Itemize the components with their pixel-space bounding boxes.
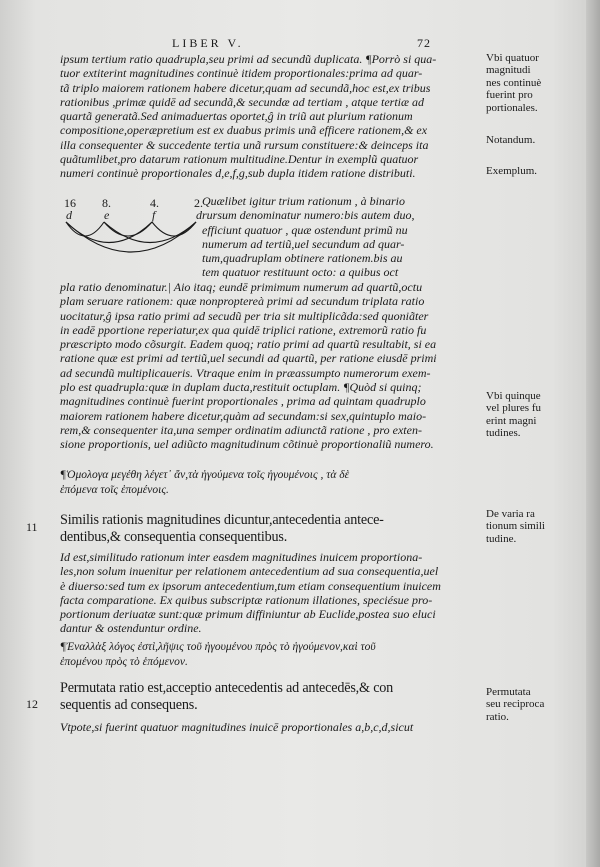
text-line: rem,& consequenter ita,una semper ordinatim adiunctã ratione , pro exten- <box>60 422 422 437</box>
margin-line: portionales. <box>486 101 538 114</box>
margin-line: Vbi quinque <box>486 390 541 402</box>
margin-line: tionum simili <box>486 520 545 533</box>
margin-line: nes continuè <box>486 76 542 89</box>
arc-f-g <box>152 222 196 236</box>
margin-line: magnitudi <box>486 64 531 77</box>
proposition-line: sequentis ad consequens. <box>60 697 198 713</box>
diagram-number: 4. <box>150 196 159 210</box>
margin-line: Vbi quatuor <box>486 52 539 64</box>
greek-line: ¶Ἐναλλὰξ λόγος ἐστὶ,λῆψις τοῦ ἡγουμένου πρὸς τὸ ἡγούμενον,καὶ τοῦ <box>60 641 376 653</box>
text-line: plo est quadrupla:quæ in duplam ducta,restituit octuplam. ¶Quòd si quinq; <box>60 380 422 395</box>
text-line: quartã generatã.Sed animaduertas oportet,ĝ in triũ aut plurium rationum <box>60 109 413 124</box>
running-title: LIBER V. <box>172 36 244 50</box>
text-line: ad secundũ multiplicaueris. Vtraque enim in præassumpto numerorum exem- <box>60 365 431 380</box>
text-line: pla ratio denominatur.| Aio itaq; eundē primimum numerum ad quartũ,octu <box>60 280 423 294</box>
margin-note-exemplum <box>486 165 566 177</box>
text-line: numerum ad tertiũ,uel secundum ad quar- <box>202 236 405 251</box>
greek-line: ¶Ὁμολογα μεγέθη λέγετ᾽ ἄν,τὰ ἡγούμενα τοῖς ἡγουμένοις , τὰ δὲ <box>60 469 350 481</box>
margin-line: erint magni <box>486 414 537 427</box>
diagram-number: 8. <box>102 196 111 210</box>
commentary-12 <box>60 720 472 734</box>
arc-e-g <box>104 222 196 243</box>
page-header <box>172 36 430 51</box>
greek-line: ἑπόμενα τοῖς ἑπομένοις. <box>60 484 169 496</box>
text-line: quãtumlibet,pro datarum rationum multitudine.Dentur in exemplũ quatuor <box>60 152 419 167</box>
diagram-number: 2. <box>194 196 203 210</box>
text-line: Quælibet igitur trium rationum , à binario <box>202 194 406 208</box>
margin-note-permutata <box>486 686 566 723</box>
greek-line: ἑπομένου πρὸς τὸ ἑπόμενον. <box>60 656 188 668</box>
diagram-letter: f <box>152 208 156 222</box>
text-line: in eadē pportione reperiatur,ex qua quidē triplici ratione, extremorũ ratio fu <box>60 322 427 337</box>
diagram-side-text <box>202 194 472 280</box>
text-line: portionum deriuatæ sunt:quæ primum diffiniuntur ab Euclide,postea suo eluci <box>60 607 436 622</box>
paragraph-block-1 <box>60 52 472 181</box>
text-line: rursum denominatur numero:bis autem duo, <box>202 208 415 223</box>
ratio-arcs-diagram <box>56 218 206 276</box>
text-line: illa consequenter & succedente tertia unã rursum constituere:& deinceps ita <box>60 137 429 152</box>
margin-line: Exemplum. <box>486 165 538 177</box>
text-line: plam seruare rationem: quæ nonproptereà primi ad secundum triplata ratio <box>60 294 425 309</box>
greek-definition-1 <box>60 468 472 498</box>
text-line: tum,quadruplam obtinere rationem.bis au <box>202 251 403 266</box>
text-line: tã triplo maiorem rationem habere dicetur,quam ad secundã,hoc est,ex tribus <box>60 80 431 95</box>
diagram-number: 16 <box>64 196 76 210</box>
text-line: tuor extiterint magnitudines continuè itidem proportionales:prima ad quar- <box>60 66 423 81</box>
greek-definition-2 <box>60 640 472 670</box>
text-line: Id est,similitudo rationum inter easdem magnitudines inuicem proportiona- <box>60 550 423 564</box>
folio-number: 72 <box>417 36 431 50</box>
margin-line: tudine. <box>486 532 517 545</box>
text-line: efficiunt quatuor , quæ ostendunt primũ nu <box>202 222 408 237</box>
margin-line: Notandum. <box>486 134 536 146</box>
margin-note-notandum <box>486 134 566 146</box>
text-line: maiorem rationem habere dicetur,quàm ad secundam:si sex,quintuplo maio- <box>60 408 427 423</box>
margin-note-quinque <box>486 390 566 440</box>
paragraph-block-2 <box>60 280 472 452</box>
section-number-12: 12 <box>26 697 38 711</box>
proposition-11 <box>60 512 478 546</box>
margin-line: Permutata <box>486 686 531 698</box>
margin-line: ratio. <box>486 710 509 723</box>
text-line: tem quatuor restituunt octo: a quibus oct <box>202 265 399 280</box>
diagram-letter: e <box>104 208 110 222</box>
text-line: ipsum tertium ratio quadrupla,seu primi ad secundũ duplicata. ¶Porrò si qua- <box>60 52 437 66</box>
text-line: dantur & ostenduntur ordine. <box>60 621 202 636</box>
proposition-12 <box>60 680 478 714</box>
proposition-line: dentibus,& consequentia consequentibus. <box>60 529 288 545</box>
text-line: præscripto modo cõsurgit. Eadem quoq; ratio primi ad quartũ resultabit, si ea <box>60 337 437 352</box>
text-line: è diuerso:sed tum ex ipsorum antecedentium,tum etiam consequentium inuicem <box>60 578 441 593</box>
margin-line: tudines. <box>486 427 521 440</box>
proposition-line: Permutata ratio est,acceptio antecedentis ad antecedēs,& con <box>60 680 394 696</box>
margin-line: De varia ra <box>486 508 535 520</box>
text-line: les,non solum inuenitur per relationem antecedentium ad sua consequentia,uel <box>60 564 439 579</box>
text-line: magnitudines continuè fuerint proportionales , prima ad quintam quadruplo <box>60 394 426 409</box>
margin-note-similitudine <box>486 508 566 545</box>
text-line: sione proportionis, uel adiũcto magnitudinum cõtinuè proportionaliũ numero. <box>60 437 434 452</box>
text-line: compositione,operæpretium est ex duabus primis unã efficere rationem,& ex <box>60 123 428 138</box>
text-line: uocitatur,ĝ ipsa ratio primi ad secudũ per tria sit multiplicãda:sed quoniãter <box>60 308 429 323</box>
text-line: Vtpote,si fuerint quatuor magnitudines inuicē proportionales a,b,c,d,sicut <box>60 720 414 734</box>
diagram-letter: d <box>196 208 202 222</box>
text-line: rationibus ,primæ quidē ad secundã,& secundæ ad tertiam , atque tertiæ ad <box>60 94 424 109</box>
margin-line: vel plures fu <box>486 402 541 415</box>
section-number-11: 11 <box>26 520 38 534</box>
text-line: numeri continuè proportionales d,e,f,g,sub dupla itidem ratione distributi. <box>60 166 416 181</box>
text-line: ratione quæ est primi ad tertiũ,uel secundi ad quartũ, per ratione eiusdē primi <box>60 351 437 366</box>
margin-line: seu reciproca <box>486 698 545 711</box>
arc-d-e <box>66 222 104 236</box>
proposition-line: Similis rationis magnitudines dicuntur,antecedentia antece- <box>60 512 384 528</box>
text-line: facta comparatione. Ex quibus subscriptæ rationum illationes, speciésue pro- <box>60 592 433 607</box>
margin-line: fuerint pro <box>486 89 533 102</box>
margin-note-quatuor <box>486 52 566 114</box>
page-edge <box>586 0 600 867</box>
commentary-11 <box>60 550 472 636</box>
diagram-letter: d <box>66 208 72 222</box>
arc-e-f <box>104 222 152 236</box>
